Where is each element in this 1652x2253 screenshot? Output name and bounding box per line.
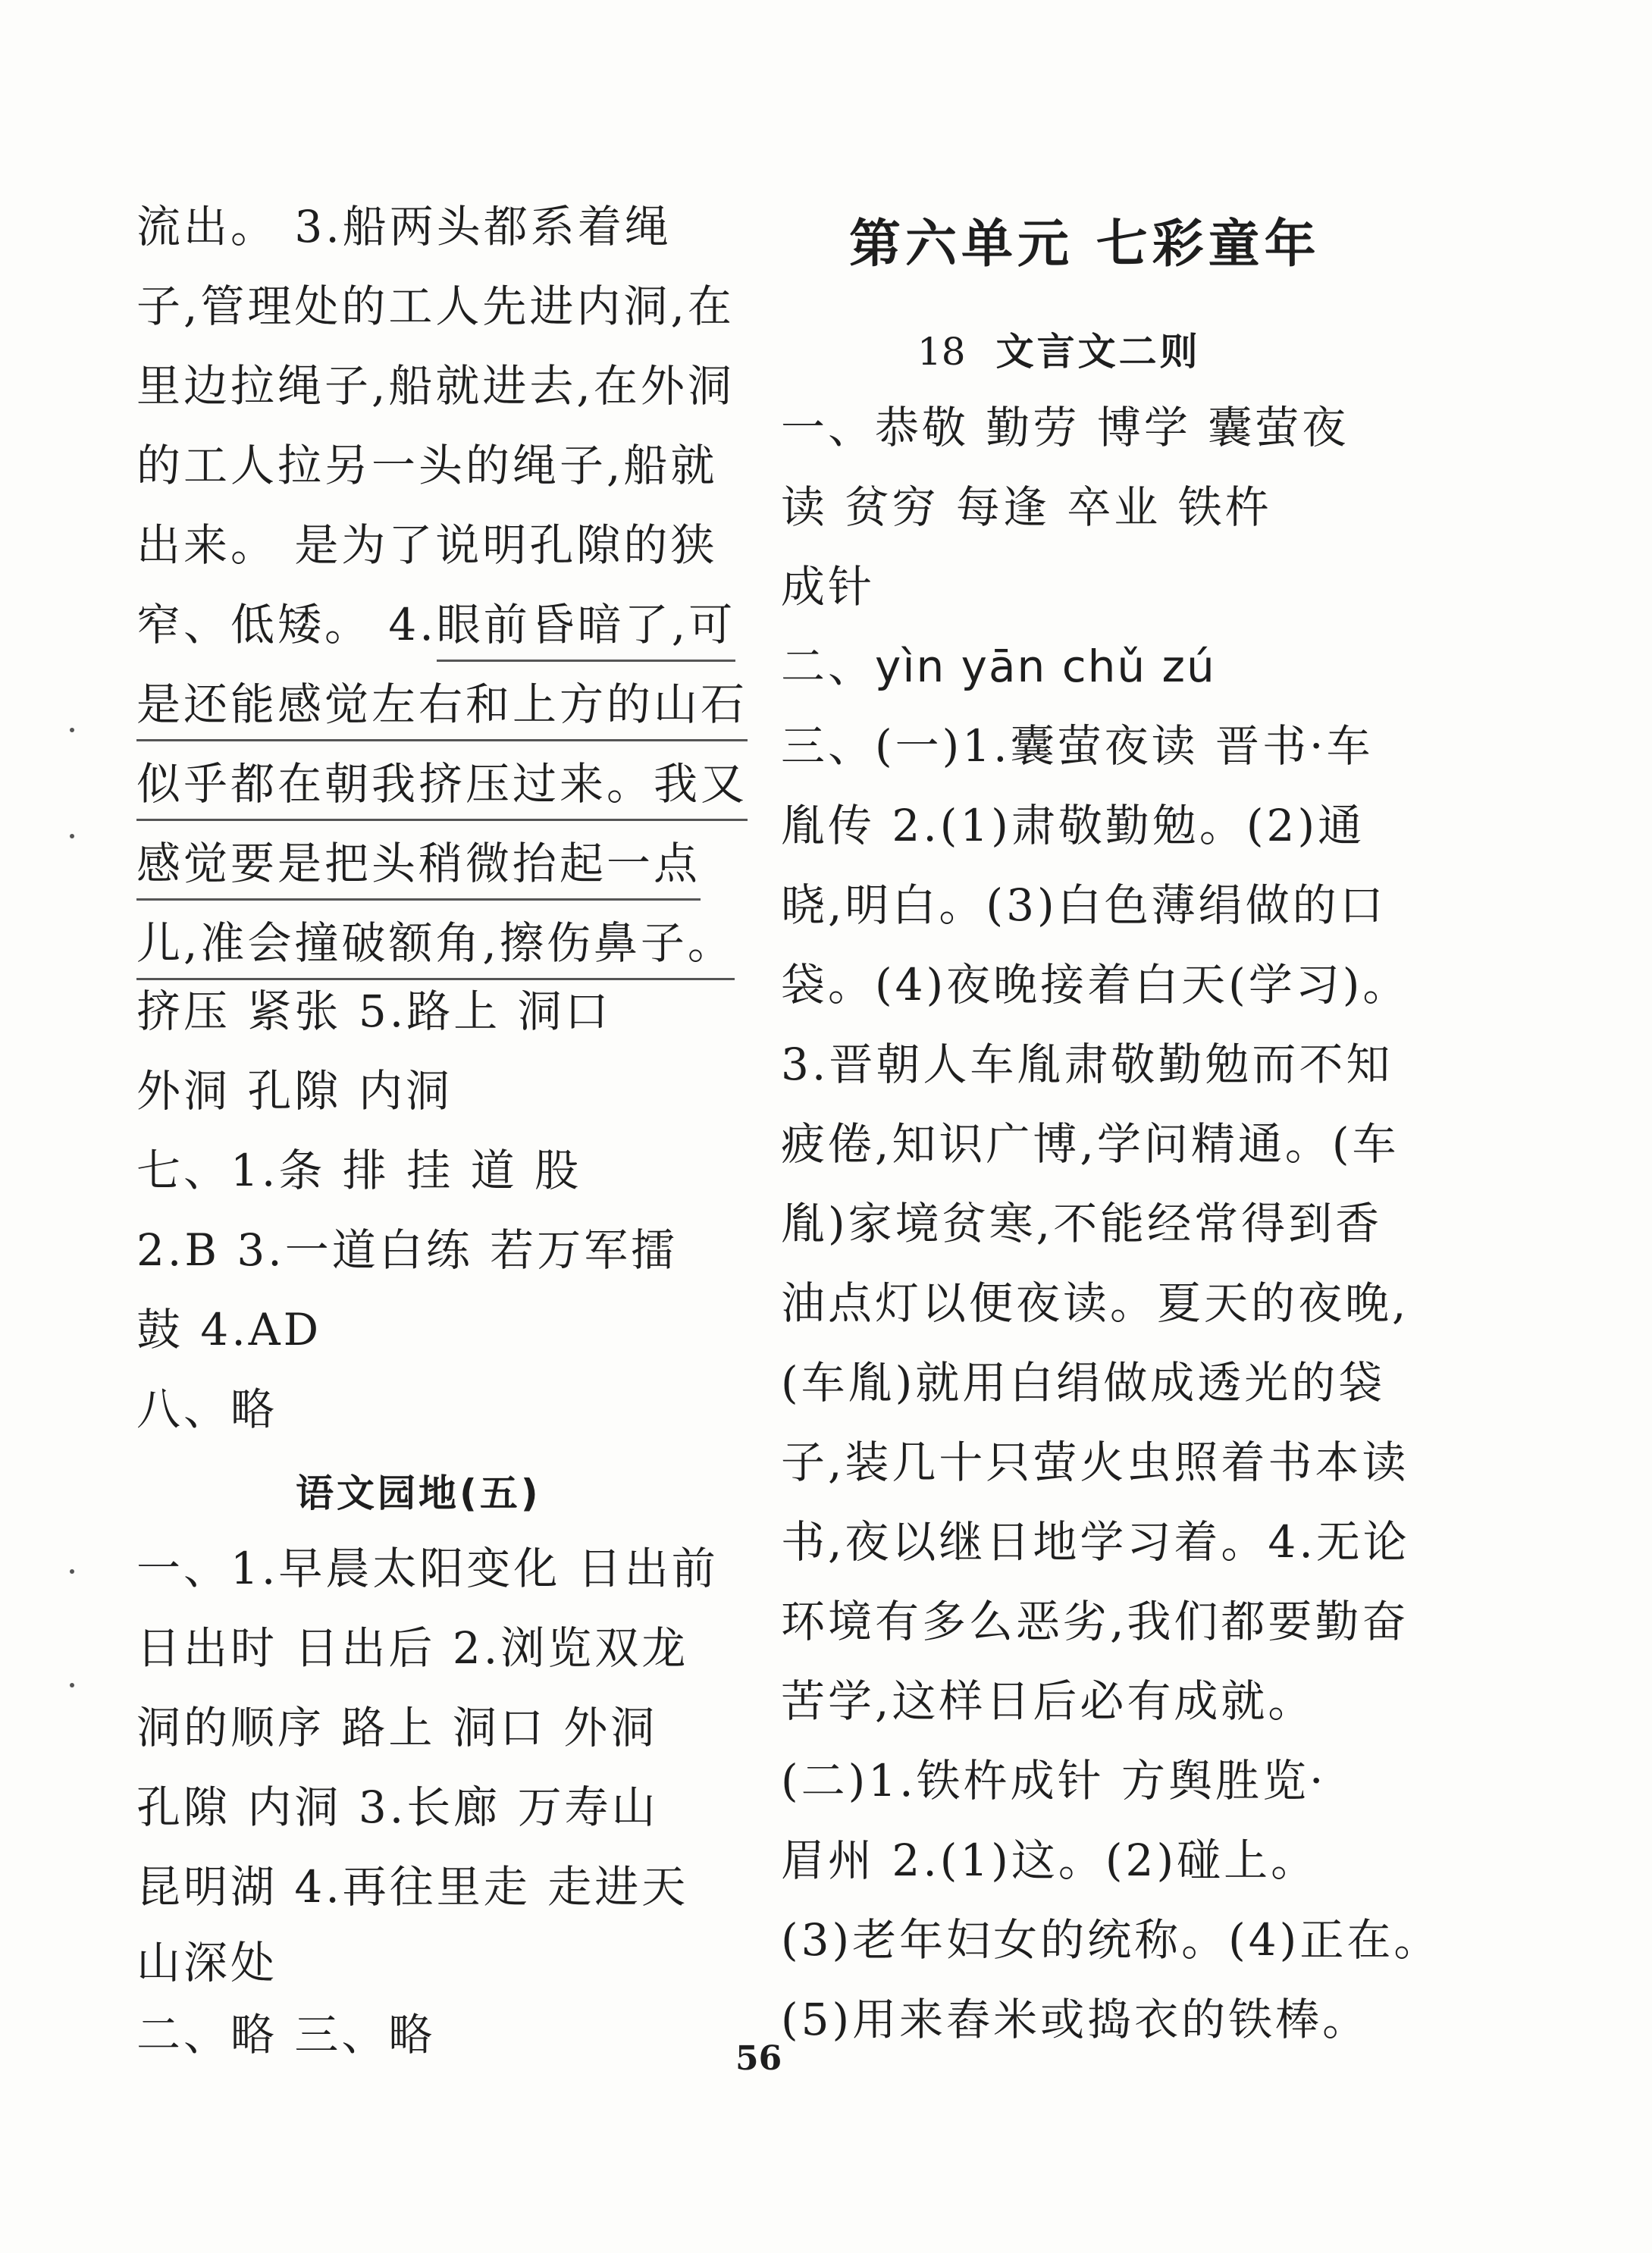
text-line: 3.晋朝人车胤肃敬勤勉而不知 [781, 1039, 1393, 1090]
text-line: 书,夜以继日地学习着。4.无论 [781, 1516, 1410, 1568]
text-line: 外洞 孔隙 内洞 [136, 1065, 453, 1117]
text-line: 读 贫穷 每逢 卒业 铁杵 [781, 481, 1272, 533]
text-line: 挤压 紧张 5.路上 洞口 [136, 985, 612, 1037]
text-line: 昆明湖 4.再往里走 走进天 [136, 1861, 689, 1913]
text-span: 二、 [781, 641, 876, 692]
text-line [136, 599, 736, 650]
text-line: 孔隙 内洞 3.长廊 万寿山 [136, 1781, 659, 1833]
text-line: 二、略 三、略 [136, 2009, 436, 2060]
text-line: 苦学,这样日后必有成就。 [781, 1675, 1315, 1727]
text-line: 胤)家境贫寒,不能经常得到香 [781, 1198, 1383, 1249]
text-line: 子,装几十只萤火虫照着书本读 [781, 1437, 1409, 1488]
pinyin-answers: yìn yān chǔ zú [875, 641, 1216, 692]
text-line: 一、恭敬 勤劳 博学 囊萤夜 [781, 402, 1349, 453]
text-span: 窄、低矮。 4. [136, 599, 437, 650]
text-line: 眉州 2.(1)这。(2)碰上。 [781, 1835, 1318, 1886]
section-title: 语文园地(五) [296, 1471, 541, 1515]
text-line: 八、略 [136, 1383, 278, 1435]
scan-speck [70, 728, 74, 732]
lesson-number: 18 [917, 330, 966, 374]
text-line: (3)老年妇女的统称。(4)正在。 [781, 1914, 1441, 1966]
text-line: 晓,明白。(3)白色薄绢做的口 [781, 879, 1387, 931]
text-line [781, 641, 1216, 692]
text-line: 鼓 4.AD [136, 1304, 322, 1355]
text-line: 子,管理处的工人先进内洞,在 [136, 280, 735, 332]
scan-speck [70, 834, 74, 838]
text-line: 环境有多么恶劣,我们都要勤奋 [781, 1596, 1409, 1647]
text-line: 一、1.早晨太阳变化 日出前 [136, 1543, 719, 1594]
text-line: 油点灯以便夜读。夏天的夜晚, [781, 1277, 1409, 1329]
text-line: 里边拉绳子,船就进去,在外洞 [136, 360, 735, 412]
text-line: 日出时 日出后 2.浏览双龙 [136, 1622, 689, 1674]
underlined-answer: 似乎都在朝我挤压过来。我又 [136, 758, 748, 821]
text-line: 成针 [781, 561, 876, 613]
text-line: 出来。 是为了说明孔隙的狭 [136, 519, 718, 571]
text-line: 流出。 3.船两头都系着绳 [136, 201, 672, 252]
text-line: 2.B 3.一道白练 若万军擂 [136, 1224, 679, 1276]
scan-speck [70, 1569, 74, 1574]
text-line: 洞的顺序 路上 洞口 外洞 [136, 1702, 658, 1753]
underlined-answer: 儿,准会撞破额角,擦伤鼻子。 [136, 917, 735, 980]
text-line: (二)1.铁杵成针 方舆胜览· [781, 1755, 1327, 1806]
text-line: 胤传 2.(1)肃敬勤勉。(2)通 [781, 800, 1365, 851]
lesson-name: 文言文二则 [995, 330, 1201, 374]
text-line: 山深处 [136, 1937, 278, 1988]
text-line: (车胤)就用白绢做成透光的袋 [781, 1357, 1386, 1409]
text-line: (5)用来舂米或捣衣的铁棒。 [781, 1994, 1370, 2045]
text-line: 疲倦,知识广博,学问精通。(车 [781, 1118, 1400, 1170]
text-line: 三、(一)1.囊萤夜读 晋书·车 [781, 720, 1374, 772]
lesson-title [917, 321, 1201, 376]
scan-speck [70, 1683, 74, 1687]
underlined-answer: 感觉要是把头稍微抬起一点 [136, 838, 701, 901]
text-line: 的工人拉另一头的绳子,船就 [136, 440, 718, 491]
underlined-answer: 是还能感觉左右和上方的山石 [136, 678, 748, 741]
underlined-answer: 眼前昏暗了,可 [437, 599, 735, 662]
unit-title: 第六单元 七彩童年 [849, 215, 1321, 274]
text-line: 袋。(4)夜晚接着白天(学习)。 [781, 959, 1410, 1011]
text-line: 七、1.条 排 挂 道 股 [136, 1145, 582, 1196]
page-number: 56 [735, 2039, 782, 2078]
